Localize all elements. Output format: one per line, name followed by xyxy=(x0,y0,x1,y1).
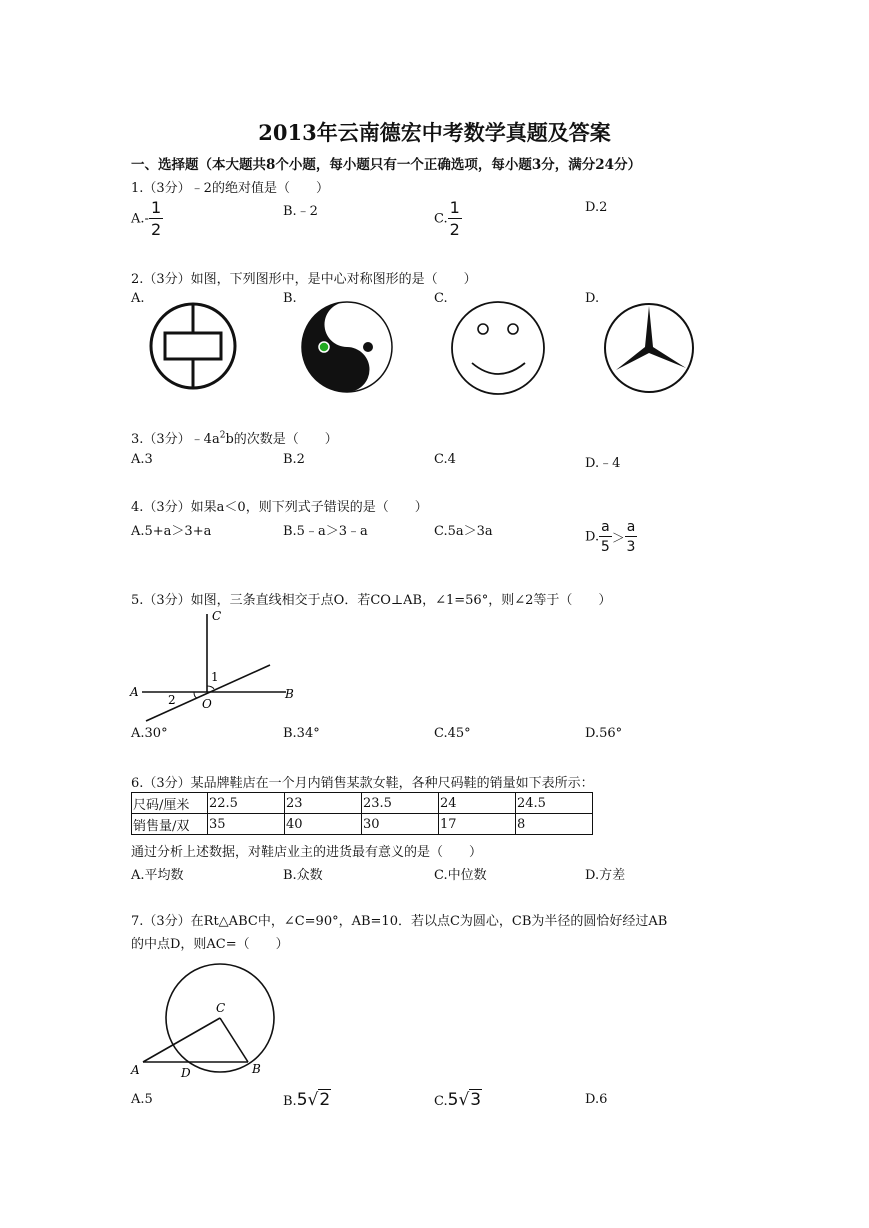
q5-label-o: O xyxy=(202,697,212,711)
q5-figure xyxy=(128,606,308,716)
question-2: 2.（3分）如图，下列图形中，是中心对称图形的是（ ） xyxy=(131,272,477,287)
q5-label-1: 1 xyxy=(211,670,219,684)
q7-b-prefix: B. xyxy=(283,1094,297,1109)
question-5: 5.（3分）如图，三条直线相交于点O．若CO⊥AB，∠1=56°，则∠2等于（ ） xyxy=(131,593,612,608)
q4-option-c: C.5a＞3a xyxy=(434,524,493,539)
q1-a-sign: - xyxy=(144,211,149,227)
q1-option-b: B.﹣2 xyxy=(283,204,318,219)
question-4: 4.（3分）如果a＜0，则下列式子错误的是（ ） xyxy=(131,500,428,515)
q6-option-a: A.平均数 xyxy=(131,868,184,883)
q2-figure-a xyxy=(148,300,238,390)
q5-option-a: A.30° xyxy=(131,726,168,741)
q1-c-fraction xyxy=(448,200,462,238)
q7-option-a: A.5 xyxy=(131,1092,153,1107)
q5-label-b: B xyxy=(285,687,294,701)
q7-option-d: D.6 xyxy=(585,1092,608,1107)
q6-option-b: B.众数 xyxy=(283,868,323,883)
table-cell: 24.5 xyxy=(516,793,593,814)
table-row xyxy=(132,814,593,835)
table-cell: 23 xyxy=(285,793,362,814)
q2-option-a: A. xyxy=(131,291,145,306)
q5-option-c: C.45° xyxy=(434,726,471,741)
q7-label-b: B xyxy=(252,1062,261,1076)
table-cell: 30 xyxy=(362,814,439,835)
table-cell: 22.5 xyxy=(208,793,285,814)
q1-a-fraction xyxy=(149,200,163,238)
q5-label-a: A xyxy=(130,685,139,699)
q7-option-b xyxy=(283,1090,331,1110)
q1-a-numerator: 1 xyxy=(150,198,162,217)
q7-b-radical: 5√2 xyxy=(296,1090,331,1110)
q3-text-pre: 3.（3分）﹣4a xyxy=(131,432,220,447)
q7-label-a: A xyxy=(131,1063,140,1077)
q4-d-fraction-1 xyxy=(599,520,612,554)
q4-d-numerator-2: a xyxy=(626,519,636,535)
q4-d-fraction-2 xyxy=(625,520,638,554)
section-heading: 一、选择题（本大题共8个小题，每小题只有一个正确选项，每小题3分，满分24分） xyxy=(131,157,642,173)
q3-option-d: D.﹣4 xyxy=(585,456,621,471)
table-cell: 尺码/厘米 xyxy=(132,793,208,814)
q5-option-d: D.56° xyxy=(585,726,623,741)
table-row xyxy=(132,793,593,814)
q5-label-2: 2 xyxy=(168,693,176,707)
q4-d-prefix: D. xyxy=(585,529,600,545)
table-cell: 销售量/双 xyxy=(132,814,208,835)
q4-d-operator: ＞ xyxy=(611,531,625,547)
q1-c-numerator: 1 xyxy=(449,198,460,217)
q4-d-numerator-1: a xyxy=(601,519,610,535)
page-title: 2013年云南德宏中考数学真题及答案 xyxy=(258,120,611,145)
q7-label-d: D xyxy=(181,1066,191,1080)
q5-option-b: B.34° xyxy=(283,726,320,741)
q7-option-c xyxy=(434,1090,482,1110)
q1-a-denominator: 2 xyxy=(150,220,162,239)
q4-d-denominator-2: 3 xyxy=(626,539,636,555)
q4-d-denominator-1: 5 xyxy=(600,539,610,555)
q2-figure-b xyxy=(300,301,396,397)
q3-option-a: A.3 xyxy=(131,452,153,467)
table-cell: 17 xyxy=(439,814,516,835)
q2-figure-c xyxy=(450,300,548,398)
q2-option-d: D. xyxy=(585,291,600,306)
q2-option-b: B. xyxy=(283,291,297,306)
q6-option-d: D.方差 xyxy=(585,868,626,883)
q4-option-a: A.5+a＞3+a xyxy=(131,524,212,539)
q7-c-coefficient: 5 xyxy=(447,1090,459,1110)
q4-option-b: B.5﹣a＞3﹣a xyxy=(283,524,368,539)
q6-question-text: 通过分析上述数据，对鞋店业主的进货最有意义的是（ ） xyxy=(131,845,483,860)
q7-c-radical: 5√3 xyxy=(447,1090,482,1110)
q7-figure xyxy=(128,960,288,1085)
table-cell: 8 xyxy=(516,814,593,835)
q7-b-coefficient: 5 xyxy=(296,1090,308,1110)
q3-text-post: b的次数是（ ） xyxy=(225,432,338,447)
q4-option-d xyxy=(585,520,637,554)
q7-c-prefix: C. xyxy=(434,1094,448,1109)
q2-option-c: C. xyxy=(434,291,448,306)
question-1: 1.（3分）﹣2的绝对值是（ ） xyxy=(131,181,329,196)
table-cell: 23.5 xyxy=(362,793,439,814)
q1-option-d: D.2 xyxy=(585,200,608,215)
table-cell: 40 xyxy=(285,814,362,835)
q7-label-c: C xyxy=(216,1001,226,1015)
q6-sales-table xyxy=(131,792,593,835)
table-cell: 24 xyxy=(439,793,516,814)
q5-label-c: C xyxy=(212,609,222,623)
question-7-line-2: 的中点D，则AC=（ ） xyxy=(131,937,289,952)
q7-c-radicand: 3 xyxy=(470,1090,482,1110)
q7-b-radicand: 2 xyxy=(319,1090,331,1110)
table-cell: 35 xyxy=(208,814,285,835)
question-6: 6.（3分）某品牌鞋店在一个月内销售某款女鞋，各种尺码鞋的销量如下表所示： xyxy=(131,776,594,791)
q1-a-prefix: A. xyxy=(131,211,145,227)
q6-option-c: C.中位数 xyxy=(434,868,487,883)
q1-c-prefix: C. xyxy=(434,211,448,227)
question-3 xyxy=(131,428,338,447)
q3-option-c: C.4 xyxy=(434,452,456,467)
q1-c-denominator: 2 xyxy=(449,220,460,239)
q1-option-a xyxy=(131,200,163,238)
q1-option-c xyxy=(434,200,462,238)
q3-exponent: 2 xyxy=(219,430,226,441)
q2-figure-d xyxy=(602,300,697,395)
question-7-line-1: 7.（3分）在Rt△ABC中，∠C=90°，AB=10．若以点C为圆心，CB为半径的圆恰好经过AB xyxy=(131,914,668,929)
q3-option-b: B.2 xyxy=(283,452,305,467)
